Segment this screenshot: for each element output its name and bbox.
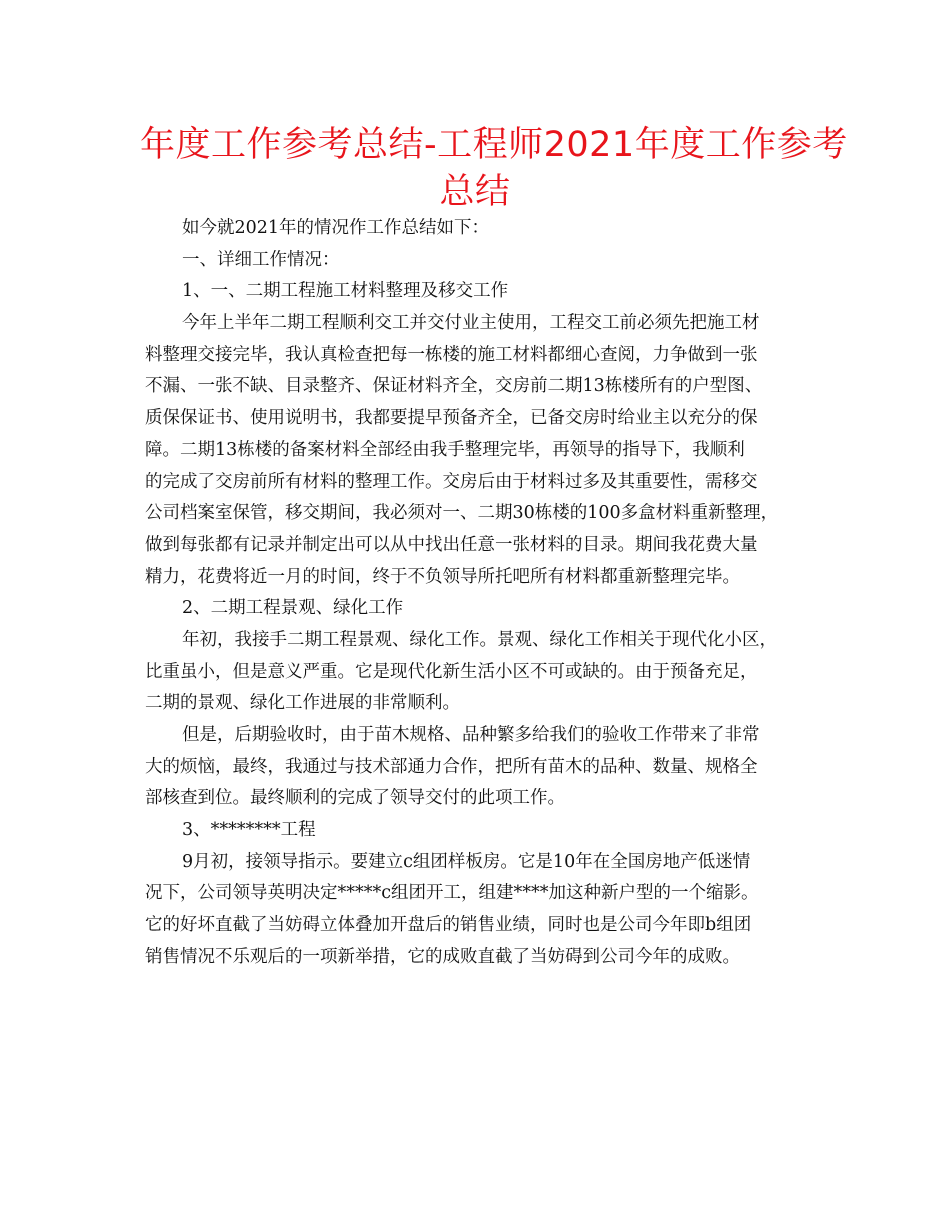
document-title (140, 122, 848, 216)
text-line: 1、一、二期工程施工材料整理及移交工作 (182, 281, 509, 302)
text-line: 它的好坏直截了当妨碍立体叠加开盘后的销售业绩，同时也是公司今年即b组团 (145, 915, 752, 936)
text-line: 二期的景观、绿化工作进展的非常顺利。 (145, 693, 460, 714)
text-line: 如今就2021年的情况作工作总结如下： (182, 218, 490, 238)
text-line: 比重虽小，但是意义严重。它是现代化新生活小区不可或缺的。由于预备充足， (145, 661, 758, 682)
text-line: 一、详细工作情况： (182, 249, 340, 270)
text-line: 部核查到位。最终顺利的完成了领导交付的此项工作。 (145, 788, 565, 809)
text-line: 障。二期13栋楼的备案材料全部经由我手整理完毕，再领导的指导下，我顺利 (145, 439, 745, 460)
text-line: 况下，公司领导英明决定*****c组团开工，组建****加这种新户型的一个缩影。 (145, 883, 759, 904)
text-line: 质保保证书、使用说明书，我都要提早预备齐全，已备交房时给业主以充分的保 (145, 408, 758, 429)
text-line: 但是，后期验收时，由于苗木规格、品种繁多给我们的验收工作带来了非常 (182, 725, 760, 745)
text-line: 不漏、一张不缺、目录整齐、保证材料齐全，交房前二期13栋楼所有的户型图、 (145, 376, 763, 397)
text-line: 2、二期工程景观、绿化工作 (182, 598, 404, 619)
text-line: 销售情况不乐观后的一项新举措，它的成败直截了当妨碍到公司今年的成败。 (145, 946, 740, 967)
text-line: 公司档案室保管，移交期间，我必须对一、二期30栋楼的100多盒材料重新整理， (145, 503, 779, 524)
title-line-2: 总结 (439, 172, 511, 212)
text-line: 9月初，接领导指示。要建立c组团样板房。它是10年在全国房地产低迷情 (182, 851, 751, 872)
document-body (145, 213, 820, 974)
text-line: 做到每张都有记录并制定出可以从中找出任意一张材料的目录。期间我花费大量 (145, 534, 758, 555)
text-line: 今年上半年二期工程顺利交工并交付业主使用，工程交工前必须先把施工材 (182, 313, 760, 334)
text-line: 精力，花费将近一月的时间，终于不负领导所托吧所有材料都重新整理完毕。 (145, 566, 740, 587)
text-line: 年初，我接手二期工程景观、绿化工作。景观、绿化工作相关于现代化小区， (182, 629, 777, 650)
text-line: 的完成了交房前所有材料的整理工作。交房后由于材料过多及其重要性，需移交 (145, 471, 758, 492)
title-line-1: 年度工作参考总结-工程师2021年度工作参考 (140, 125, 848, 165)
text-line: 大的烦恼，最终，我通过与技术部通力合作，把所有苗木的品种、数量、规格全 (145, 756, 758, 777)
text-line: 料整理交接完毕，我认真检查把每一栋楼的施工材料都细心查阅，力争做到一张 (145, 344, 758, 365)
text-line: 3、********工程 (182, 820, 316, 841)
